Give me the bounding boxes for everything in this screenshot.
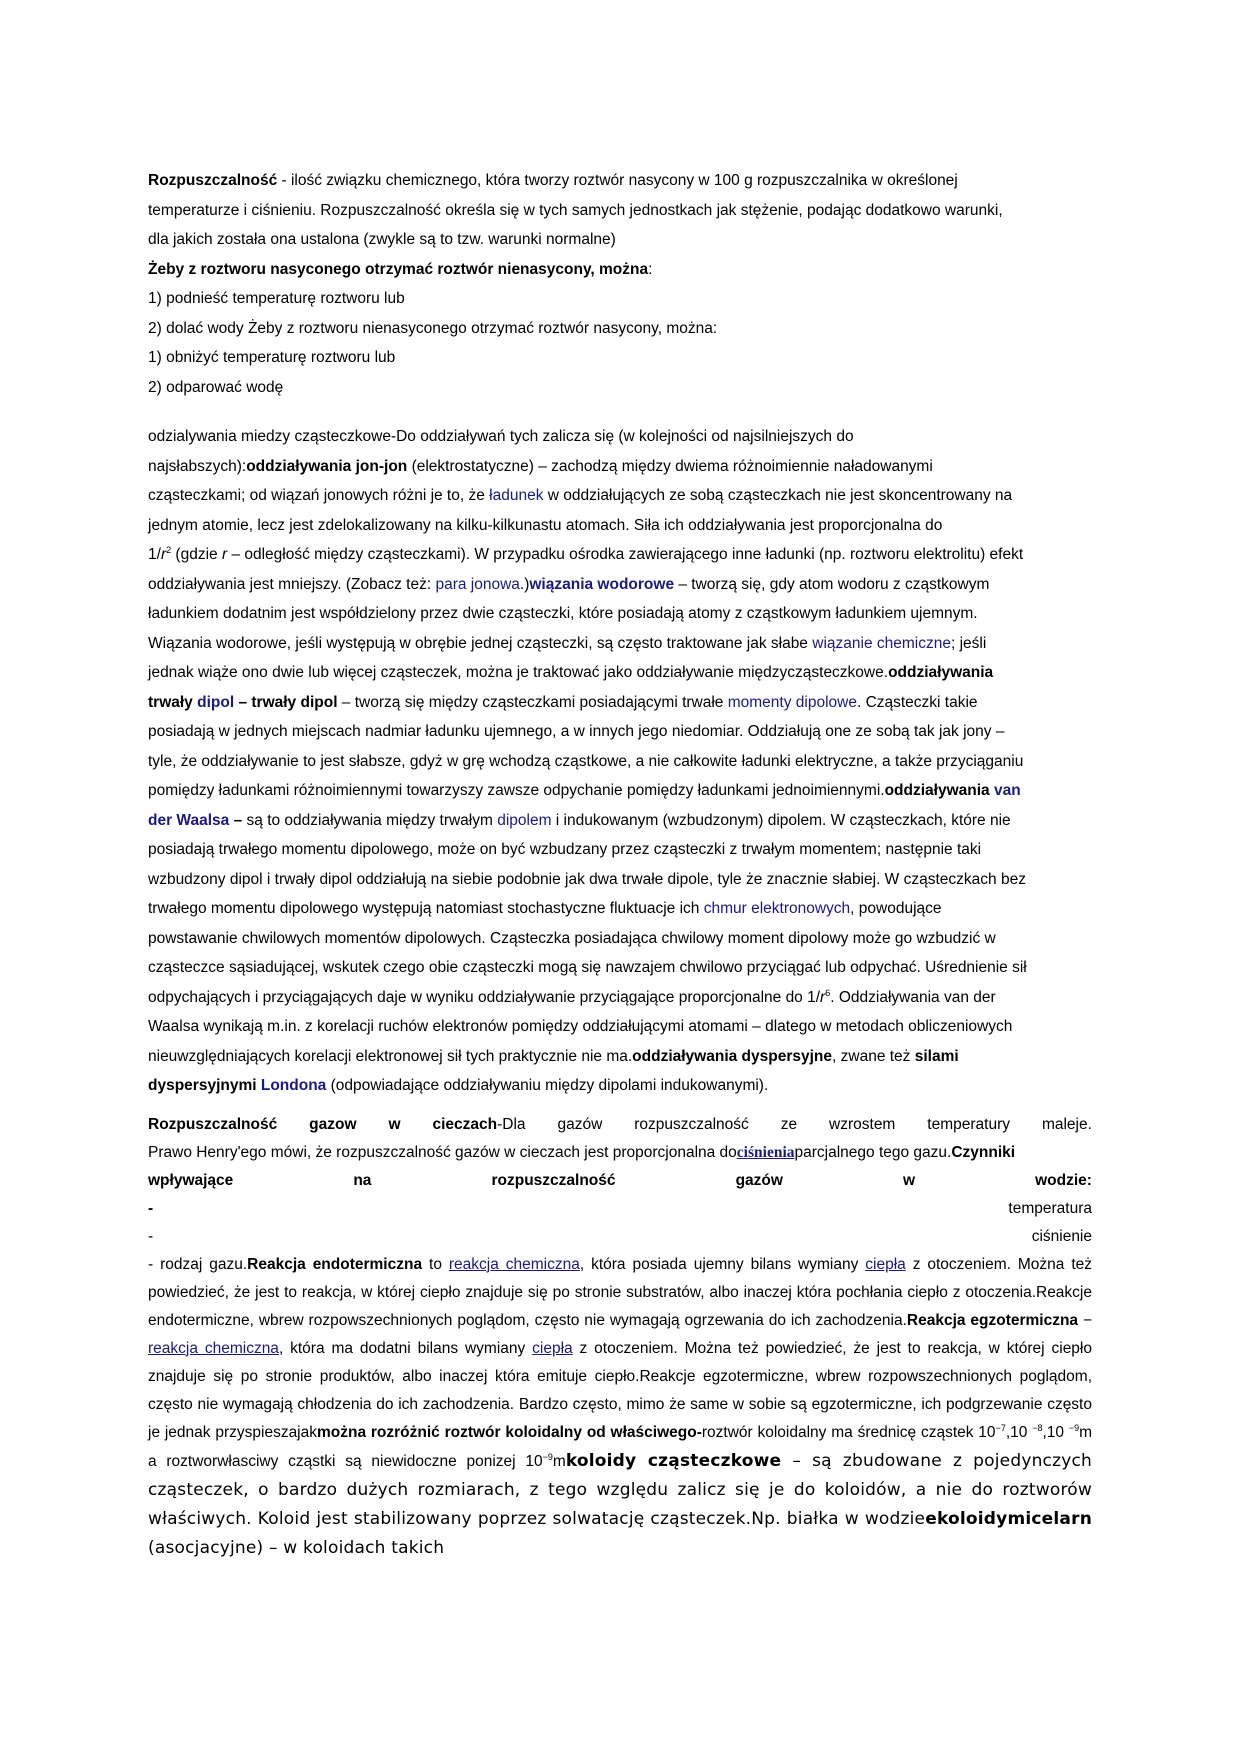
text: ładunkiem dodatnim jest współdzielony przez dwie cząsteczki, które posiadają atomy z cząstkowym ładunkiem ujemnym. — [148, 605, 978, 622]
link-chmur-elektronowych[interactable]: chmur elektronowych — [703, 900, 851, 917]
text: pomiędzy ładunkami różnoimiennymi towarzyszy zawsze odpychanie pomiędzy ładunkami jednoimiennymi. — [148, 782, 885, 799]
term-bold: w — [902, 1171, 916, 1189]
text: są to oddziaływania między trwałym — [242, 811, 498, 829]
text — [432, 1111, 525, 1139]
term-bold: oddziaływania dyspersyjne — [632, 1047, 833, 1065]
text: m — [552, 1452, 566, 1470]
term-bold: dyspersyjnymi — [148, 1077, 261, 1094]
text: : — [648, 260, 653, 278]
list-line — [148, 1195, 1092, 1223]
text: najsłabszych): — [148, 457, 247, 475]
link-van[interactable]: van — [993, 782, 1021, 799]
list-item: 2) dolać wody Żeby z roztworu nienasyconego otrzymać roztwór nasycony, można: — [148, 319, 718, 337]
section-gas-solubility — [148, 1111, 1092, 1563]
text: .) — [519, 575, 530, 593]
text: powstawanie chwilowych momentów dipolowych. Cząsteczka posiadająca chwilowy moment dipolowy może go wzbudzić w — [148, 929, 996, 947]
term-bold: – — [229, 811, 243, 829]
text: − — [1078, 1311, 1093, 1329]
link-ladunek[interactable]: ładunek — [489, 487, 544, 504]
text: rozpuszczalność — [634, 1115, 749, 1133]
text: cząsteczce sąsiadującej, wskutek czego obie cząsteczki mogą się nawzajem chwilowo przyciągać lub odpychać. Uśrednienie sił — [148, 959, 1027, 976]
text: w oddziałujących ze sobą cząsteczkach nie jest skoncentrowany na — [543, 487, 1013, 504]
link-dipol[interactable]: dipol — [197, 693, 235, 711]
term-bold: można rozróżnić roztwór koloidalny od właściwego- — [317, 1423, 702, 1441]
term-bold: wodzie: — [1035, 1171, 1092, 1189]
text: jednym atomie, lecz jest zdelokalizowany na kilku-kilkunastu atomach. Siła ich oddziaływania jest proporcjonalna do — [148, 516, 943, 534]
term-bold: trwały — [148, 693, 198, 711]
link-cisnienia[interactable]: ciśnienia — [736, 1143, 795, 1161]
term-bold: oddziaływania jon-jon — [246, 457, 408, 475]
text: i indukowanym (wzbudzonym) dipolem. W cząsteczkach, które nie — [551, 811, 1011, 829]
text: temperatura — [1008, 1199, 1092, 1217]
term-bold: w — [388, 1115, 401, 1133]
term-bold: wpływające — [148, 1171, 234, 1189]
term-bold: Czynniki — [951, 1143, 1016, 1161]
dash: - — [148, 1227, 154, 1245]
link-reakcja-chemiczna[interactable]: reakcja chemiczna — [148, 1339, 279, 1357]
superscript: 6 — [825, 987, 831, 998]
text: (odpowiadające oddziaływaniu między dipolami indukowanymi). — [326, 1077, 769, 1094]
term-bold: oddziaływania — [884, 782, 994, 799]
text: (asocjacyjne) – w koloidach takich — [148, 1537, 445, 1558]
text: jednak wiąże ono dwie lub więcej cząsteczek, można je traktować jako oddziaływanie międzycząsteczkowe. — [148, 664, 889, 681]
text: , która posiada ujemny bilans wymiany — [579, 1255, 866, 1273]
text: . Oddziaływania van der — [830, 988, 996, 1006]
text: , która ma dodatni bilans wymiany — [278, 1339, 533, 1357]
text: parcjalnego tego gazu. — [794, 1143, 952, 1161]
paragraph — [148, 1251, 1092, 1563]
paragraph-line: dla jakich została ona ustalona (zwykle są to tzw. warunki normalne) — [148, 231, 616, 248]
term-bold: rozpuszczalność — [491, 1171, 616, 1189]
term-bold: silami — [914, 1047, 959, 1065]
text: trwałego momentu dipolowego występują natomiast stochastyczne fluktuacje ich — [148, 900, 704, 917]
text: odzialywania miedzy cząsteczkowe-Do oddziaływań tych zalicza się (w kolejności od najsilniejszych do — [148, 428, 854, 445]
superscript: −9 — [542, 1451, 553, 1462]
text: oddziaływania jest mniejszy. (Zobacz też: — [148, 575, 436, 593]
text: . Cząsteczki takie — [856, 693, 978, 711]
text: z otoczeniem. Można też powiedzieć, że jest to reakcja, w której ciepło znajduje się po stronie produktów, albo inaczej która emituje ciepło.Reakcje egzotermiczne, wbrew rozpowszechnionych poglądom, często nie wymagają chłodzenia do ich zachodzenia. Bardzo często, mimo że same w sobie są egzotermiczne, ich podgrzewanie często je jednak przyspieszajak — [148, 1339, 1092, 1441]
text: Wiązania wodorowe, jeśli występują w obrębie jednej cząsteczki, są często traktowane jak słabe — [148, 634, 813, 652]
text: – odległość między cząsteczkami). W przypadku ośrodka zawierającego inne ładunki (np. roztworu elektrolitu) efekt — [227, 546, 1024, 563]
term-bold: na — [353, 1171, 372, 1189]
superscript: −8 — [1032, 1422, 1043, 1433]
superscript: 2 — [166, 544, 172, 555]
text: r — [160, 546, 167, 563]
justified-line — [148, 1111, 1092, 1139]
text: posiadają w jednych miejscach nadmiar ładunku ujemnego, a w innych jego niedomiar. Oddziałują one ze sobą tak jak jony – — [148, 723, 1005, 740]
paragraph — [148, 166, 1092, 196]
text: odpychających i przyciągających daje w wyniku oddziaływanie przyciągające proporcjonalne do 1/ — [148, 988, 821, 1006]
text: Prawo Henry'ego mówi, że rozpuszczalność gazów w cieczach jest proporcjonalna do — [148, 1143, 737, 1161]
term-bold: Reakcja egzotermiczna — [906, 1311, 1079, 1329]
text: temperatury — [927, 1115, 1010, 1133]
term-bold: ekoloidymicelarn — [925, 1508, 1092, 1529]
term-bold: gazów — [735, 1171, 783, 1189]
text: to — [422, 1255, 449, 1273]
text: – tworzą się między cząsteczkami posiadającymi trwałe — [337, 693, 728, 711]
text: , zwane też — [832, 1047, 915, 1065]
text: - rodzaj gazu. — [148, 1255, 248, 1273]
section-intermolecular — [148, 422, 1092, 1101]
text: ; jeśli — [950, 634, 987, 652]
term-bold: cieczach — [432, 1115, 498, 1133]
text — [148, 1111, 277, 1139]
text: ciśnienie — [1031, 1227, 1092, 1245]
text: ,10 — [1042, 1423, 1069, 1441]
link-momenty-dipolowe[interactable]: momenty dipolowe — [727, 693, 857, 711]
text: – są zbudowane z pojedynczych cząsteczek, o bardzo dużych rozmiarach, z tego względu zalicz się je do koloidów, a nie do roztworów właściwych. Koloid jest stabilizowany poprzez solwatację cząsteczek.Np. białka w wodzie — [148, 1450, 1093, 1529]
list-item: 2) odparować wodę — [148, 378, 284, 396]
term-bold: koloidy cząsteczkowe — [565, 1450, 782, 1471]
link-dipolem[interactable]: dipolem — [497, 811, 552, 829]
link-wiazania-wodorowe[interactable]: wiązania wodorowe — [529, 575, 675, 593]
justified-line — [148, 1167, 1092, 1195]
link-londona[interactable]: Londona — [260, 1077, 327, 1094]
link-der-waalsa[interactable]: der Waalsa — [148, 811, 230, 829]
text: -Dla — [497, 1115, 526, 1133]
text: ze — [780, 1115, 798, 1133]
link-wiazanie-chemiczne[interactable]: wiązanie chemiczne — [812, 634, 951, 652]
text: ,10 — [1005, 1423, 1033, 1441]
term-bold: Reakcja endotermiczna — [247, 1255, 423, 1273]
link-ciepla[interactable]: ciepła — [532, 1339, 573, 1357]
term-bold: Rozpuszczalność — [148, 172, 278, 189]
link-reakcja-chemiczna[interactable]: reakcja chemiczna — [448, 1255, 580, 1273]
text: – tworzą się, gdy atom wodoru z cząstkowym — [674, 575, 990, 593]
text: Waalsa wynikają m.in. z korelacji ruchów elektronów pomiędzy oddziałującymi atomami – dlatego w metodach obliczeniowych — [148, 1018, 1013, 1035]
text: - ilość związku chemicznego, która tworzy roztwór nasycony w 100 g rozpuszczalnika w określonej — [277, 172, 958, 189]
text: z otoczeniem. Można też powiedzieć, że jest to reakcja, w której ciepło znajduje się po stronie substratów, albo inaczej która pochłania ciepło z otoczenia.Reakcje endotermiczne, wbrew rozpowszechnionych poglądom, często nie wymagają ogrzewania do ich zachodzenia. — [148, 1255, 1093, 1329]
text: , powodujące — [850, 900, 942, 917]
text: tyle, że oddziaływanie to jest słabsze, gdyż w grę wchodzą cząstkowe, a nie całkowite ładunki elektryczne, a także przyciąganiu — [148, 752, 1024, 770]
text: wzbudzony dipol i trwały dipol oddziałują na siebie podobnie jak dwa trwałe dipole, tyle że znacznie słabiej. W cząsteczkach bez — [148, 870, 1026, 888]
text: maleje. — [1041, 1115, 1092, 1133]
text: 1/ — [148, 546, 161, 563]
text: (elektrostatyczne) – zachodzą między dwiema różnoimiennie naładowanymi — [407, 457, 933, 475]
document-page — [148, 166, 1092, 1563]
paragraph-line: temperaturze i ciśnieniu. Rozpuszczalność określa się w tych samych jednostkach jak stężenie, podając dodatkowo warunki, — [148, 201, 1003, 219]
term-bold: gazow — [309, 1115, 357, 1133]
heading-bold: Żeby z roztworu nasyconego otrzymać roztwór nienasycony, można — [148, 260, 649, 278]
term-bold: – trwały dipol — [234, 693, 338, 711]
term-bold: oddziaływania — [888, 664, 994, 681]
list-line — [148, 1223, 1092, 1251]
paragraph — [148, 255, 1092, 285]
link-ciepla[interactable]: ciepła — [865, 1255, 906, 1273]
text: roztwór koloidalny ma średnicę cząstek 10 — [701, 1423, 996, 1441]
link-para-jonowa[interactable]: para jonowa — [435, 575, 520, 593]
paragraph-line — [148, 1139, 1092, 1167]
list-item: 1) obniżyć temperaturę roztworu lub — [148, 349, 396, 366]
text: (gdzie — [171, 546, 222, 563]
text: r — [221, 546, 228, 563]
text: wzrostem — [829, 1115, 896, 1133]
text: m a roztworwłasciwy cząstki są niewidoczne ponizej 10 — [148, 1423, 1092, 1470]
superscript: −9 — [1068, 1422, 1080, 1433]
text: posiadają trwałego momentu dipolowego, może on być wzbudzany przez cząsteczki z trwałym momentem; następnie taki — [148, 841, 982, 858]
dash: - — [148, 1199, 154, 1217]
text: nieuwzględniających korelacji elektronowej sił tych praktycznie nie ma. — [148, 1047, 633, 1065]
text: cząsteczkami; od wiązań jonowych różni je to, że — [148, 487, 490, 504]
text: r — [820, 988, 826, 1006]
section-solubility — [148, 166, 1092, 402]
term-bold: Rozpuszczalność — [148, 1115, 278, 1133]
list-item: 1) podnieść temperaturę roztworu lub — [148, 290, 405, 307]
text: gazów — [557, 1115, 603, 1133]
superscript: −7 — [995, 1422, 1006, 1433]
